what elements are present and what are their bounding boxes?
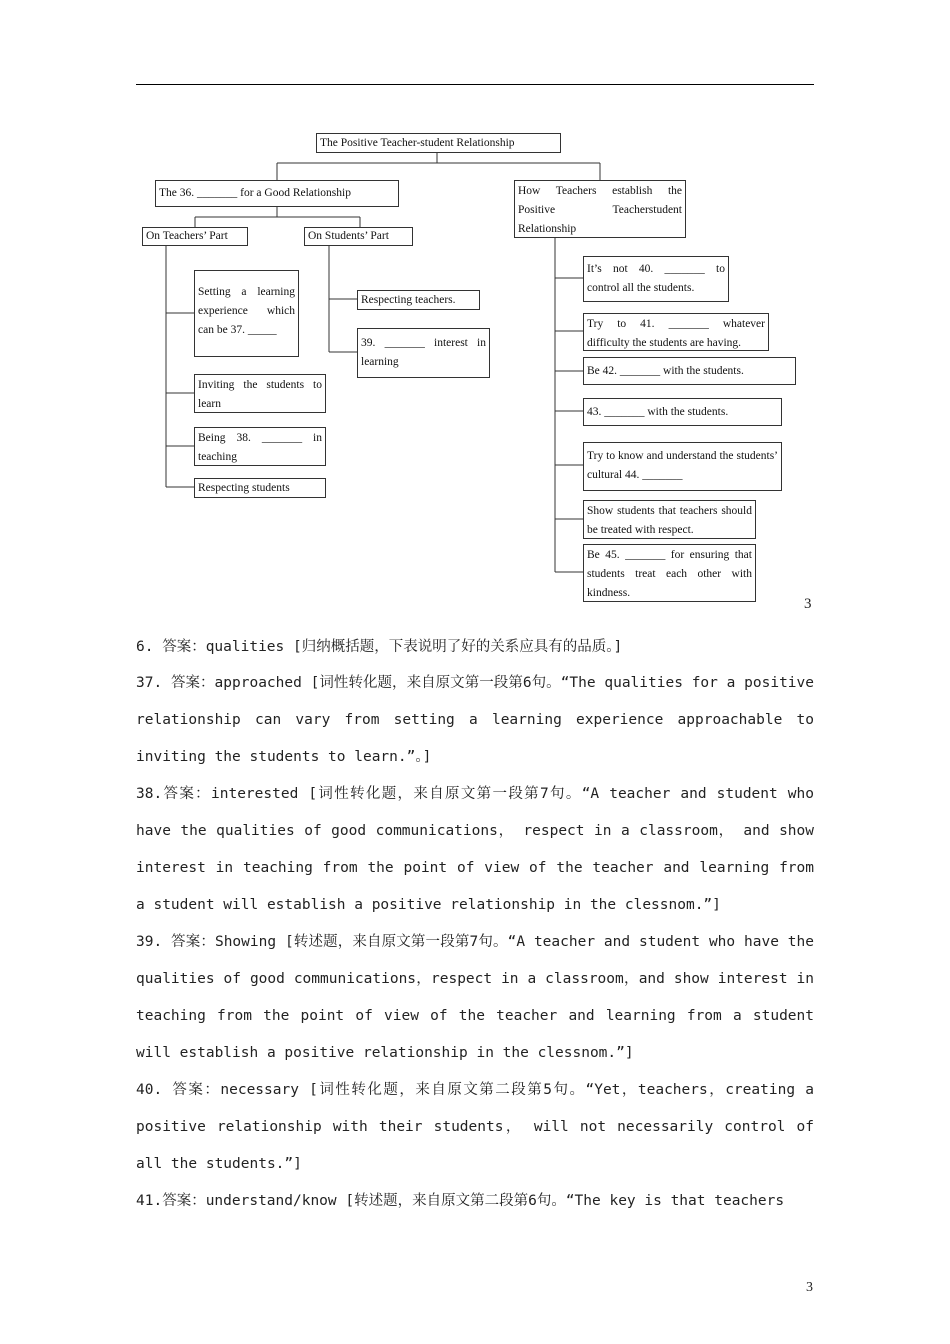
teacher-item-box [194, 374, 326, 413]
right-item-text: Show students that teachers should be treated with respect. [587, 505, 755, 536]
right-branch-box [514, 180, 686, 238]
diagram-title: The Positive Teacher-student Relationship [320, 137, 515, 149]
answer-paragraph: 41.答案：understand/know [转述题，来自原文第二段第6句。“The key is that teachers [136, 1193, 785, 1209]
student-item-text: 39. _______ interest in learning [361, 337, 489, 368]
answer-paragraph: 6. 答案：qualities [归纳概括题，下表说明了好的关系应具有的品质。] [136, 639, 623, 655]
answer-paragraph: 40. 答案：necessary [词性转化题，来自原文第二段第5句。“Yet，teachers，creating a positive relationship with their students， will not necessarily control of all the students.”] [136, 1082, 814, 1172]
page-number: 3 [806, 1280, 813, 1295]
teacher-item-text: Being 38. _______ in teaching [198, 432, 325, 463]
teachers-part-label: On Teachers’ Part [146, 230, 228, 242]
relationship-diagram [0, 0, 950, 620]
right-item-text: Try to know and understand the students’ cultural 44. _______ [587, 450, 781, 481]
right-item-box [583, 313, 769, 351]
right-item-box [583, 357, 796, 385]
right-branch-label: How Teachers establish the Positive Teacherstudent Relationship [518, 185, 685, 235]
students-part-label: On Students’ Part [308, 230, 389, 242]
answer-paragraph: 38.答案：interested [词性转化题，来自原文第一段第7句。“A teacher and student who have the qualities of good communications， respect in a classroom， and show interest in teaching from the point of view of the teacher and learning from a student will establish a positive relationship in the clessnom.”] [136, 786, 814, 913]
right-item-box [583, 256, 729, 302]
right-item-text: It’s not 40. _______ to control all the students. [587, 263, 728, 294]
right-item-box [583, 398, 782, 426]
student-item-text: Respecting teachers. [361, 294, 456, 306]
right-item-box [583, 442, 782, 491]
left-branch-box [155, 180, 399, 207]
right-item-text: Be 45. _______ for ensuring that students treat each other with kindness. [587, 549, 755, 599]
right-item-text: Try to 41. _______ whatever difficulty the students are having. [587, 318, 768, 349]
teacher-item-box [194, 270, 299, 357]
left-branch-label: The 36. _______ for a Good Relationship [159, 187, 351, 199]
right-item-text: Be 42. _______ with the students. [587, 365, 744, 377]
diagram-title-box [316, 133, 561, 153]
teacher-item-text: Setting a learning experience which can be 37. _____ [198, 286, 298, 336]
teacher-item-box [194, 427, 326, 466]
right-item-box [583, 500, 756, 539]
students-part-box [304, 227, 413, 246]
teacher-item-text: Inviting the students to learn [198, 379, 325, 410]
right-item-text: 43. _______ with the students. [587, 406, 729, 418]
teacher-item-text: Respecting students [198, 482, 290, 494]
right-item-box [583, 544, 756, 602]
answer-paragraph: 37. 答案：approached [词性转化题，来自原文第一段第6句。“The qualities for a positive relationship can vary from setting a learning experience approachable to inviting the students to learn.”。] [136, 675, 814, 765]
figure-number: 3 [804, 596, 812, 612]
answer-list [136, 632, 814, 1220]
student-item-box [357, 328, 490, 378]
teacher-item-box [194, 478, 326, 498]
student-item-box [357, 290, 480, 310]
answer-paragraph: 39. 答案：Showing [转述题，来自原文第一段第7句。“A teacher and student who have the qualities of good communications，respect in a classroom，and show interest in teaching from the point of view of the teacher and learning from a student will establish a positive relationship in the clessnom.”] [136, 934, 814, 1061]
teachers-part-box [142, 227, 248, 246]
